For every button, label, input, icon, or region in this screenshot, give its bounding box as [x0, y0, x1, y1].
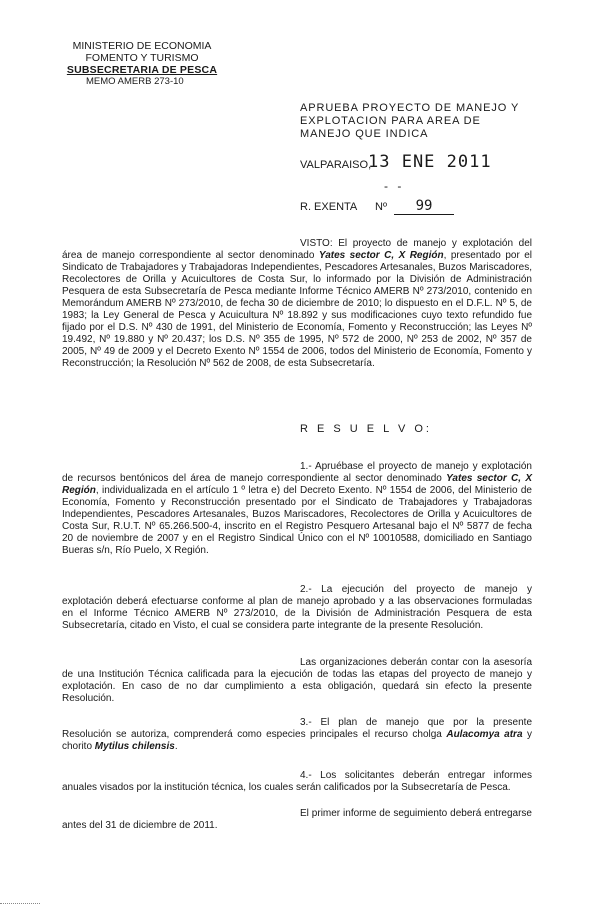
resolution-number-prefix: Nº: [375, 201, 387, 213]
article-2: 2.- La ejecución del proyecto de manejo y explotación deberá efectuarse conforme al plan de manejo aprobado y a las observaciones formuladas en el Informe Técnico AMERB Nº 273/2010, de la División de Administración Pesquera de esta Subsecretaría, citado en Visto, el cual se considera parte integrante de la presente Resolución.: [62, 584, 532, 631]
visto-paragraph: VISTO: El proyecto de manejo y explotación del área de manejo correspondiente al sector denominado Yates sector C, X Región, presentado por el Sindicato de Trabajadores y Trabajadoras Independientes, Pescadores Artesanales, Buzos Mariscadores, Recolectores de Orilla y Acuicultores de Costa Sur, lo informado por la División de Administración Pesquera de esta Subsecretaría de Pesca mediante Informe Técnico AMERB Nº 273/2010, contenido en Memorándum AMERB Nº 273/2010, de fecha 30 de diciembre de 2010; lo dispuesto en el D.F.L. Nº 5, de 1983; la Ley General de Pesca y Acuicultura Nº 18.892 y sus modificaciones cuyo texto refundido fue fijado por el D.S. Nº 430 de 1991, del Ministerio de Economía, Fomento y Reconstrucción; las Leyes Nº 19.492, Nº 19.880 y Nº 20.437; los D.S. Nº 355 de 1995, Nº 572 de 2000, Nº 253 de 2002, Nº 357 de 2005, Nº 49 de 2009 y el Decreto Exento Nº 1554 de 2006, todos del Ministerio de Economía, Fomento y Reconstrucción; la Resolución Nº 562 de 2008, de esta Subsecretaría.: [62, 238, 533, 369]
sector-name: Yates sector C, X Región: [318, 250, 444, 261]
resolution-label: R. EXENTA: [300, 201, 357, 213]
ministry-name: MINISTERIO DE ECONOMIA: [72, 40, 212, 52]
species-cholga: Aulacomya atra: [446, 729, 523, 740]
article-1-sector: Yates sector C, X Región: [62, 473, 533, 496]
article-2-paragraph-2: Las organizaciones deberán contar con la asesoría de una Institución Técnica calificada para la ejecución de todas las etapas del proyecto de manejo y explotación. En caso de no dar cumplimiento a esta obligación, quedará sin efecto la presente Resolución.: [62, 657, 532, 704]
ministry-subtitle: FOMENTO Y TURISMO: [85, 52, 199, 64]
article-4: 4.- Los solicitantes deberán entregar informes anuales visados por la institución técnica, los cuales serán calificados por la Subsecretaría de Pesca.: [62, 770, 532, 793]
article-1: 1.- Apruébase el proyecto de manejo y explotación de recursos bentónicos del área de manejo correspondiente al sector denominado Yates sector C, X Región, individualizada en el artículo 1 º letra e) del Decreto Exento. Nº 1554 de 2006, del Ministerio de Economía, Fomento y Reconstrucción presentado por el Sindicato de Trabajadores y Trabajadoras Independientes, Pescadores Artesanales, Buzos Mariscadores, Recolectores de Orilla y Acuicultores de Costa Sur, R.U.T. Nº 65.266.500-4, inscrito en el Registro Pesquero Artesanal bajo el Nº 5877 de fecha 20 de noviembre de 2007 y en el Registro Sindical Único con el Nº 10010588, domiciliado en Santiago Bueras s/n, Río Puelo, X Región.: [62, 461, 533, 556]
resolution-number: 99: [394, 198, 454, 215]
footer-rule: [0, 903, 40, 904]
letterhead: [62, 40, 222, 88]
stamp-dash: - -: [384, 179, 405, 193]
species-chorito: Mytilus chilensis: [94, 741, 175, 752]
subsecretaria-name: SUBSECRETARIA DE PESCA: [66, 64, 218, 76]
resuelvo-heading: R E S U E L V O:: [300, 423, 432, 435]
resolution-number-line: [300, 198, 454, 215]
memo-reference: MEMO AMERB 273-10: [86, 76, 184, 87]
place-label: VALPARAISO,: [300, 159, 372, 171]
article-3: 3.- El plan de manejo que por la presente Resolución se autoriza, comprenderá como especies principales el recurso cholga Aulacomya atra y chorito Mytilus chilensis.: [62, 717, 532, 752]
resolution-title: APRUEBA PROYECTO DE MANEJO Y EXPLOTACION PARA AREA DE MANEJO QUE INDICA: [300, 102, 519, 140]
article-4-paragraph-2: El primer informe de seguimiento deberá entregarse antes del 31 de diciembre de 2011.: [62, 808, 532, 831]
date-stamp: 13 ENE 2011: [368, 152, 492, 172]
